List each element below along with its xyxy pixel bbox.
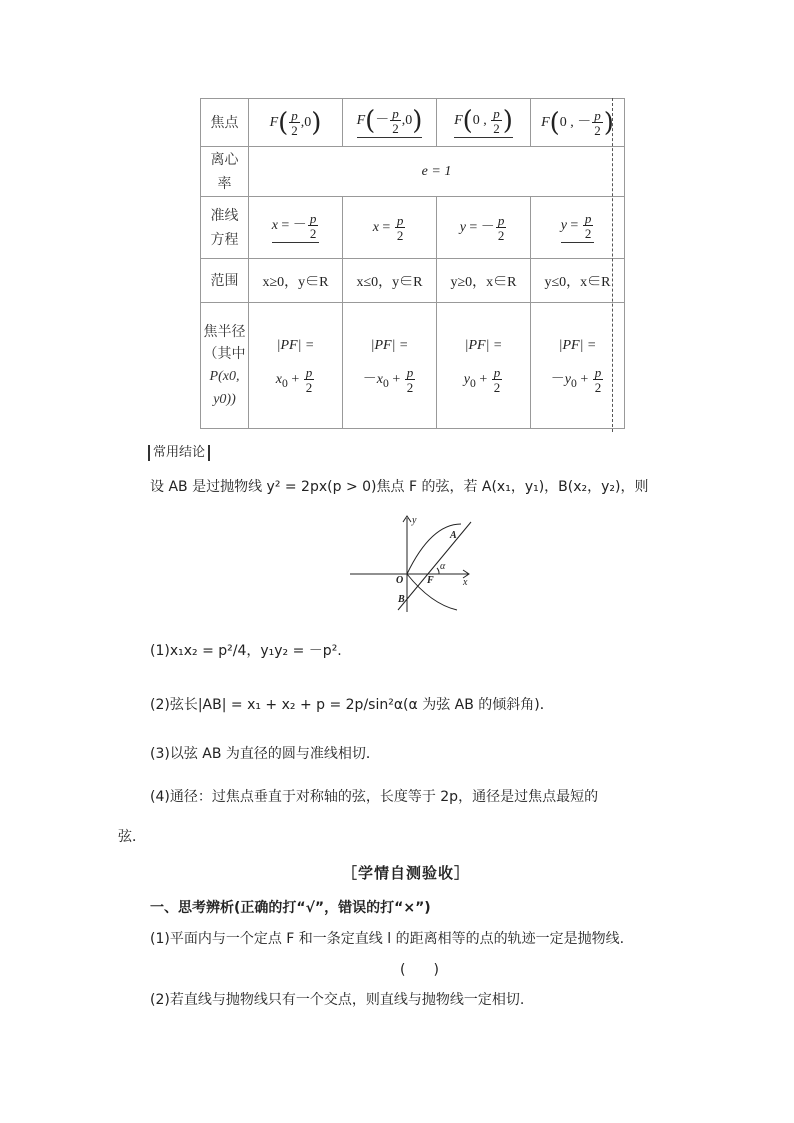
cell-focus-2: F(－ $\frac{p}{2}$ ,0)	[343, 99, 437, 147]
header-line: 准线	[210, 207, 239, 224]
label-focus: F	[427, 575, 434, 586]
header-line: 焦半径	[203, 323, 246, 340]
parabola-properties-table	[200, 98, 625, 429]
row-header-focus: 焦点	[201, 99, 249, 147]
row-header-directrix	[201, 197, 249, 259]
row-header-range: 范围	[201, 259, 249, 303]
table-row-range	[201, 259, 625, 303]
cell-focus-3: F(0 , $\frac{p}{2}$ )	[437, 99, 531, 147]
question-2: (2)若直线与抛物线只有一个交点，则直线与抛物线一定相切.	[150, 992, 525, 1008]
angle-arc	[437, 568, 439, 574]
cell-directrix-4: y = $\frac{p}{2}$	[531, 197, 625, 259]
header-line: 离心	[210, 151, 239, 168]
cell-focal-3: |PF| = $y_0$ + $\frac{p}{2}$	[437, 303, 531, 429]
cell-focal-2: |PF| = $-x_0$ + $\frac{p}{2}$	[343, 303, 437, 429]
cell-directrix-1: x = － $\frac{p}{2}$	[249, 197, 343, 259]
header-line: 率	[217, 175, 232, 192]
cell-directrix-3: y = － $\frac{p}{2}$	[437, 197, 531, 259]
focal-label: |PF| =	[370, 337, 409, 353]
question-1-answer-blank[interactable]: ( )	[400, 962, 439, 978]
cell-focus-4: F(0 , － $\frac{p}{2}$ )	[531, 99, 625, 147]
cell-range-3: y≥0，x∈R	[437, 259, 531, 303]
self-test-title: ［学情自测验收］	[342, 864, 471, 882]
self-test-title-text: 学情自测验收	[358, 864, 455, 882]
cell-focus-1: F( $\frac{p}{2}$ ,0)	[249, 99, 343, 147]
cell-range-4: y≤0，x∈R	[531, 259, 625, 303]
label-b: B	[398, 594, 405, 605]
conclusion-item-3: (3)以弦 AB 为直径的圆与准线相切．	[150, 746, 380, 762]
conclusion-intro: 设 AB 是过抛物线 y² = 2px(p > 0)焦点 F 的弦，若 A(x₁，y₁)，B(x₂，y₂)，则	[150, 479, 649, 495]
conclusion-item-2: (2)弦长|AB| = x₁ + x₂ + p = 2p/sin²α(α 为弦 AB 的倾斜角)．	[150, 697, 554, 713]
table-row-directrix	[201, 197, 625, 259]
focal-label: |PF| =	[464, 337, 503, 353]
common-conclusions-tag: 常用结论	[148, 445, 210, 461]
cell-focal-4: |PF| = $-y_0$ + $\frac{p}{2}$	[531, 303, 625, 429]
question-1: (1)平面内与一个定点 F 和一条定直线 l 的距离相等的点的轨迹一定是抛物线.	[150, 931, 625, 947]
conclusion-item-4-cont: 弦．	[118, 829, 146, 845]
cell-range-1: x≥0，y∈R	[249, 259, 343, 303]
table-row-focal-radius	[201, 303, 625, 429]
cell-directrix-2: x = $\frac{p}{2}$	[343, 197, 437, 259]
focal-label: |PF| =	[276, 337, 315, 353]
cell-eccentricity: e = 1	[249, 147, 625, 197]
row-header-focal-radius	[201, 303, 249, 429]
fold-dashed-line	[612, 98, 613, 432]
label-a: A	[450, 530, 457, 541]
table-row-focus	[201, 99, 625, 147]
parabola-focal-chord-figure	[345, 512, 475, 614]
header-line: P(x0,	[209, 368, 240, 384]
conclusion-item-4: (4)通径：过焦点垂直于对称轴的弦，长度等于 2p，通径是过焦点最短的	[150, 789, 599, 805]
label-y: y	[412, 515, 417, 526]
focal-label: |PF| =	[558, 337, 597, 353]
label-x: x	[463, 577, 468, 588]
label-origin: O	[396, 575, 404, 586]
header-line: （其中	[203, 345, 246, 362]
label-alpha: α	[440, 561, 446, 572]
part1-heading: 一、思考辨析(正确的打“√”，错误的打“×”)	[150, 900, 431, 916]
header-line: y0))	[213, 391, 236, 407]
cell-range-2: x≤0，y∈R	[343, 259, 437, 303]
conclusion-item-1: (1)x₁x₂ = p²/4，y₁y₂ = －p².	[150, 643, 342, 659]
row-header-eccentricity	[201, 147, 249, 197]
cell-focal-1: |PF| = $x_0$ + $\frac{p}{2}$	[249, 303, 343, 429]
header-line: 方程	[210, 231, 239, 248]
table-row-eccentricity	[201, 147, 625, 197]
